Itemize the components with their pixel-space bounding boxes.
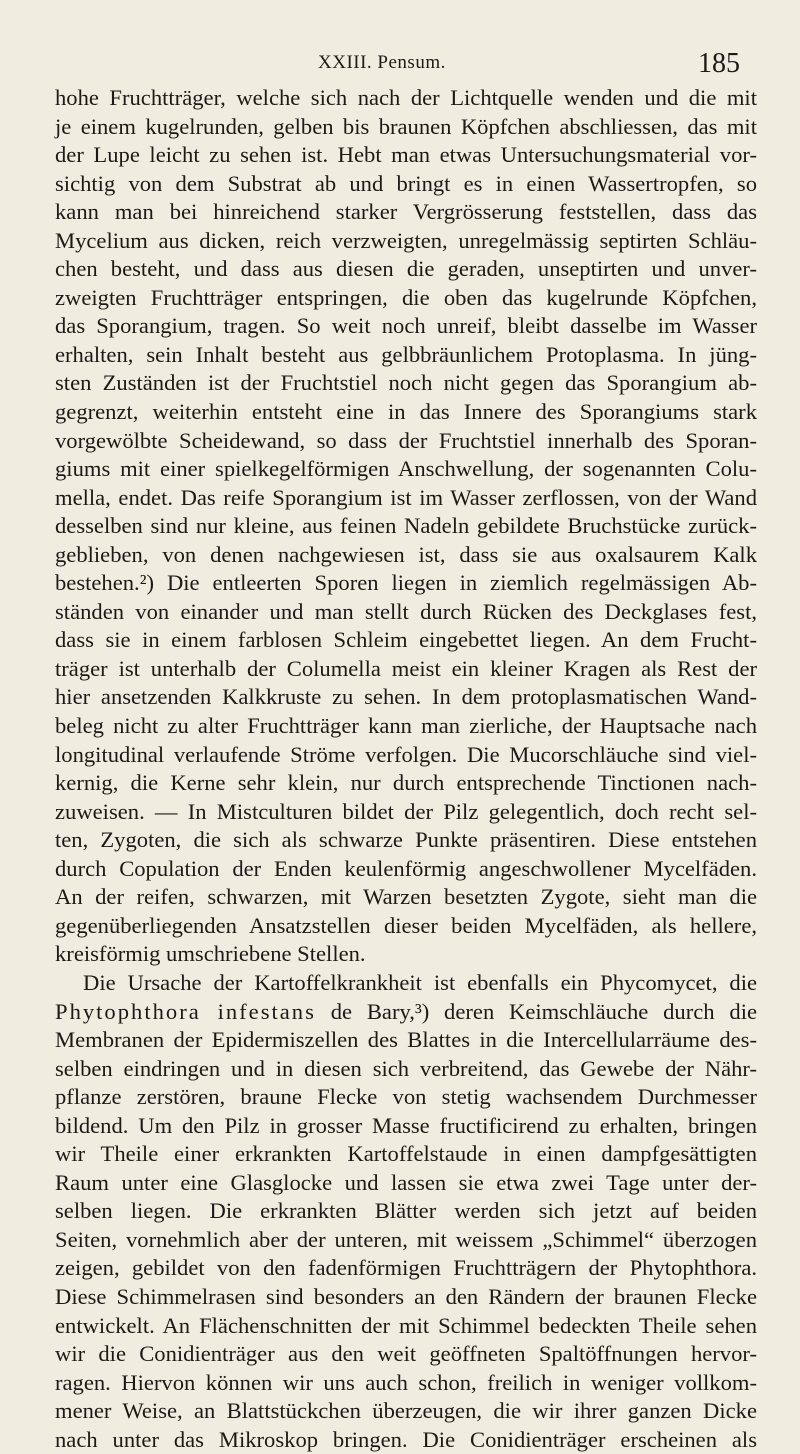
text-line-end: de Bary,³) deren Keimschläuche durch die — [315, 998, 757, 1024]
text-line: entwickelt. An Flächenschnitten der mit Schimmel bedeckten Theile sehen — [55, 1312, 757, 1338]
text-line: der Lupe leicht zu sehen ist. Hebt man etwas Untersuchungsmaterial vor- — [55, 142, 757, 168]
text-line — [55, 969, 757, 998]
text-line: pflanze zerstören, braune Flecke von stetig wachsendem Durchmesser — [55, 1084, 757, 1110]
text-line: selben eindringen und in diesen sich verbreitend, das Gewebe der Nähr- — [55, 1055, 757, 1081]
text-line: erhalten, sein Inhalt besteht aus gelbbräunlichem Protoplasma. In jüng- — [55, 341, 757, 367]
text-line: durch Copulation der Enden keulenförmig angeschwollener Mycelfäden. — [55, 855, 757, 881]
text-line: nach unter das Mikroskop bringen. Die Conidienträger erscheinen als — [55, 1426, 757, 1452]
text-line: desselben sind nur kleine, aus feinen Nadeln gebildete Bruchstücke zurück- — [55, 513, 757, 539]
text-line: kreisförmig umschriebene Stellen. — [55, 941, 366, 967]
section-title: XXIII. Pensum. — [318, 52, 446, 73]
text-line: kernig, die Kerne sehr klein, nur durch entsprechende Tinctionen nach- — [55, 770, 757, 796]
text-line: zweigten Fruchtträger entspringen, die oben das kugelrunde Köpfchen, — [55, 284, 757, 310]
species-name: Phytophthora infestans — [55, 998, 316, 1024]
text-line: vorgewölbte Scheidewand, so dass der Fruchtstiel innerhalb des Sporan- — [55, 427, 757, 453]
text-line — [55, 998, 757, 1027]
text-line: kann man bei hinreichend starker Vergrösserung feststellen, dass das — [55, 199, 757, 225]
text-line: gegenüberliegenden Ansatzstellen dieser beiden Mycelfäden, als hellere, — [55, 912, 757, 938]
text-line: Raum unter eine Glasglocke und lassen sie etwa zwei Tage unter der- — [55, 1169, 757, 1195]
text-line: wir die Conidienträger aus den weit geöffneten Spaltöffnungen hervor- — [55, 1341, 757, 1367]
page-number: 185 — [698, 48, 740, 79]
text-line-start: Die Ursache der Kartoffelkrankheit ist ebenfalls ein Phycomycet, die — [83, 969, 757, 995]
text-line: Seiten, vornehmlich aber der unteren, mit weissem „Schimmel“ überzogen — [55, 1226, 757, 1252]
text-line: An der reifen, schwarzen, mit Warzen besetzten Zygote, sieht man die — [55, 884, 757, 910]
text-line: das Sporangium, tragen. So weit noch unreif, bleibt dasselbe im Wasser — [55, 313, 757, 339]
running-head — [0, 48, 800, 88]
text-line: chen besteht, und dass aus diesen die geraden, unseptirten und unver- — [55, 256, 757, 282]
text-line: sten Zuständen ist der Fruchtstiel noch nicht gegen das Sporangium ab- — [55, 370, 757, 396]
text-line: giums mit einer spielkegelförmigen Anschwellung, der sogenannten Colu- — [55, 456, 757, 482]
text-line: ten, Zygoten, die sich als schwarze Punkte präsentiren. Diese entstehen — [55, 827, 757, 853]
text-line: gegrenzt, weiterhin entsteht eine in das Innere des Sporangiums stark — [55, 399, 757, 425]
text-line: bildend. Um den Pilz in grosser Masse fructificirend zu erhalten, bringen — [55, 1112, 757, 1138]
text-line: longitudinal verlaufende Ströme verfolgen. Die Mucorschläuche sind viel- — [55, 741, 757, 767]
text-line: bestehen.²) Die entleerten Sporen liegen in ziemlich regelmässigen Ab- — [55, 570, 757, 596]
text-line: ragen. Hiervon können wir uns auch schon, freilich in weniger vollkom- — [55, 1369, 757, 1395]
body-text — [55, 84, 757, 1454]
text-line: Membranen der Epidermiszellen des Blattes in die Intercellularräume des- — [55, 1027, 757, 1053]
paragraph-2 — [55, 969, 757, 1454]
text-line: träger ist unterhalb der Columella meist ein kleiner Kragen als Rest der — [55, 655, 757, 681]
text-line: sichtig von dem Substrat ab und bringt es in einen Wassertropfen, so — [55, 170, 757, 196]
paragraph-1 — [55, 84, 757, 969]
text-line: zuweisen. — In Mistculturen bildet der Pilz gelegentlich, doch recht sel- — [55, 798, 757, 824]
text-line: ständen von einander und man stellt durch Rücken des Deckglases fest, — [55, 598, 757, 624]
text-line: mener Weise, an Blattstückchen überzeugen, die wir ihrer ganzen Dicke — [55, 1398, 757, 1424]
text-line: geblieben, von denen nachgewiesen ist, dass sie aus oxalsaurem Kalk — [55, 541, 757, 567]
text-line: Mycelium aus dicken, reich verzweigten, unregelmässig septirten Schläu- — [55, 227, 757, 253]
text-line: zeigen, gebildet von den fadenförmigen Fruchtträgern der Phytophthora. — [55, 1255, 757, 1281]
text-line: je einem kugelrunden, gelben bis braunen Köpfchen abschliessen, das mit — [55, 113, 757, 139]
text-line: Diese Schimmelrasen sind besonders an den Rändern der braunen Flecke — [55, 1283, 757, 1309]
text-line: selben liegen. Die erkrankten Blätter werden sich jetzt auf beiden — [55, 1198, 757, 1224]
text-line: hier ansetzenden Kalkkruste zu sehen. In dem protoplasmatischen Wand- — [55, 684, 757, 710]
text-line: beleg nicht zu alter Fruchtträger kann man zierliche, der Hauptsache nach — [55, 713, 757, 739]
text-line: dass sie in einem farblosen Schleim eingebettet liegen. An dem Frucht- — [55, 627, 757, 653]
text-line: hohe Fruchtträger, welche sich nach der Lichtquelle wenden und die mit — [55, 85, 757, 110]
text-line: wir Theile einer erkrankten Kartoffelstaude in einen dampfgesättigten — [55, 1141, 757, 1167]
text-line: mella, endet. Das reife Sporangium ist im Wasser zerflossen, von der Wand — [55, 484, 757, 510]
